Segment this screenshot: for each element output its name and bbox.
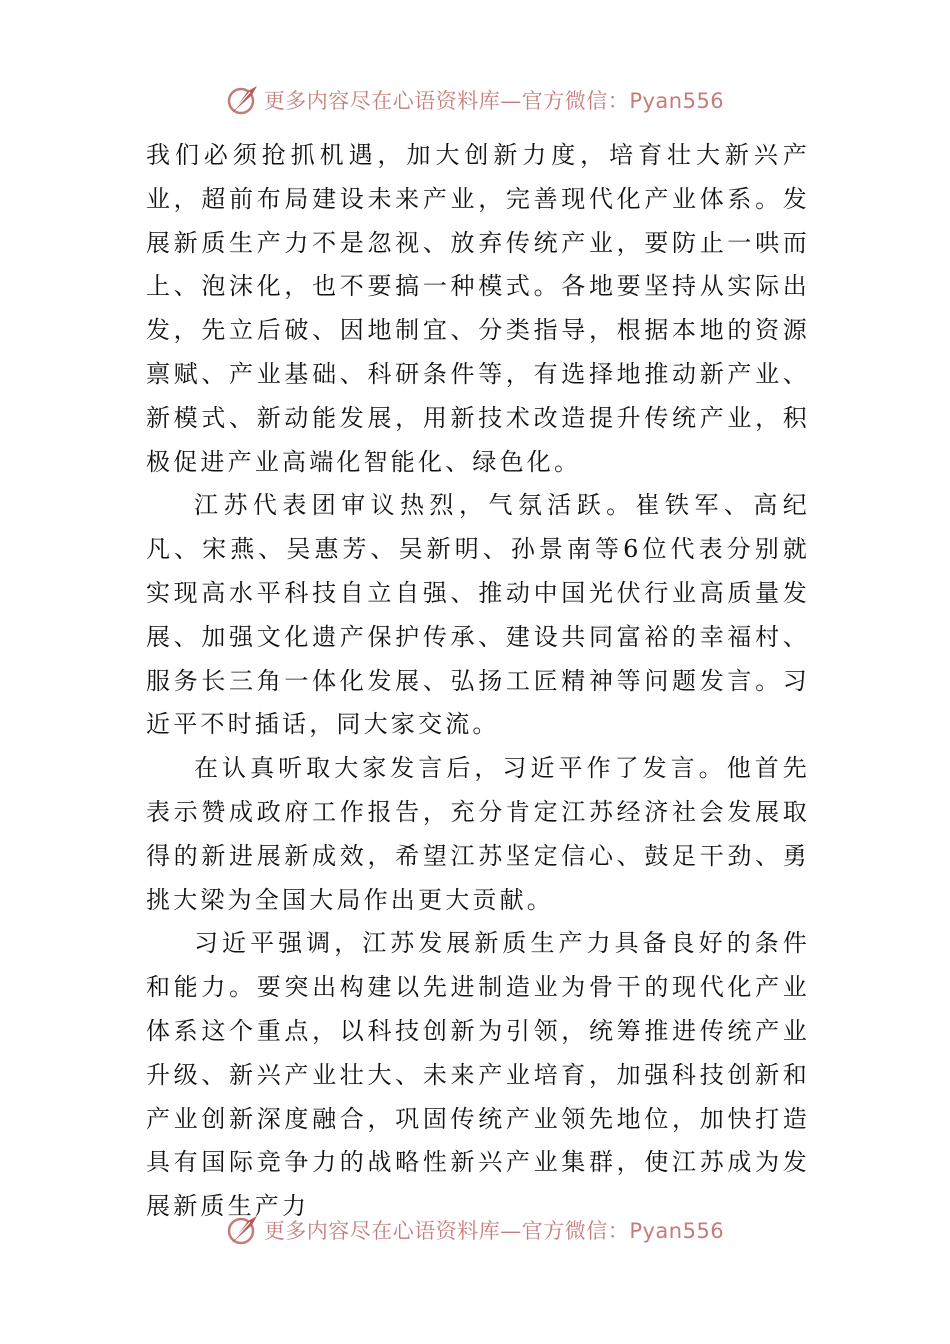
watermark-banner-top bbox=[0, 80, 950, 120]
watermark-text: 更多内容尽在心语资料库—官方微信：Pyan556 bbox=[263, 89, 725, 113]
quill-logo-icon bbox=[226, 83, 260, 117]
paragraph: 习近平强调，江苏发展新质生产力具备良好的条件和能力。要突出构建以先进制造业为骨干的现代化产业体系这个重点，以科技创新为引领，统筹推进传统产业升级、新兴产业壮大、未来产业培育，加强科技创新和产业创新深度融合，巩固传统产业领先地位，加快打造具有国际竞争力的战略性新兴产业集群，使江苏成为发展新质生产力 bbox=[146, 929, 810, 1221]
paragraph-continued: 我们必须抢抓机遇，加大创新力度，培育壮大新兴产业，超前布局建设未来产业，完善现代化产业体系。发展新质生产力不是忽视、放弃传统产业，要防止一哄而上、泡沫化，也不要搞一种模式。各地要坚持从实际出发，先立后破、因地制宜、分类指导，根据本地的资源禀赋、产业基础、科研条件等，有选择地推动新产业、新模式、新动能发展，用新技术改造提升传统产业，积极促进产业高端化智能化、绿色化。 bbox=[146, 141, 810, 476]
paragraph: 江苏代表团审议热烈，气氛活跃。崔铁军、高纪凡、宋燕、吴惠芳、吴新明、孙景南等6位代表分别就实现高水平科技自立自强、推动中国光伏行业高质量发展、加强文化遗产保护传承、建设共同富裕的幸福村、服务长三角一体化发展、弘扬工匠精神等问题发言。习近平不时插话，同大家交流。 bbox=[146, 491, 810, 739]
paragraph: 在认真听取大家发言后，习近平作了发言。他首先表示赞成政府工作报告，充分肯定江苏经济社会发展取得的新进展新成效，希望江苏坚定信心、鼓足干劲、勇挑大梁为全国大局作出更大贡献。 bbox=[146, 754, 810, 914]
document-body bbox=[146, 134, 810, 1229]
quill-logo-icon bbox=[226, 1213, 260, 1247]
watermark-banner-bottom bbox=[0, 1210, 950, 1250]
watermark-text: 更多内容尽在心语资料库—官方微信：Pyan556 bbox=[263, 1219, 725, 1243]
